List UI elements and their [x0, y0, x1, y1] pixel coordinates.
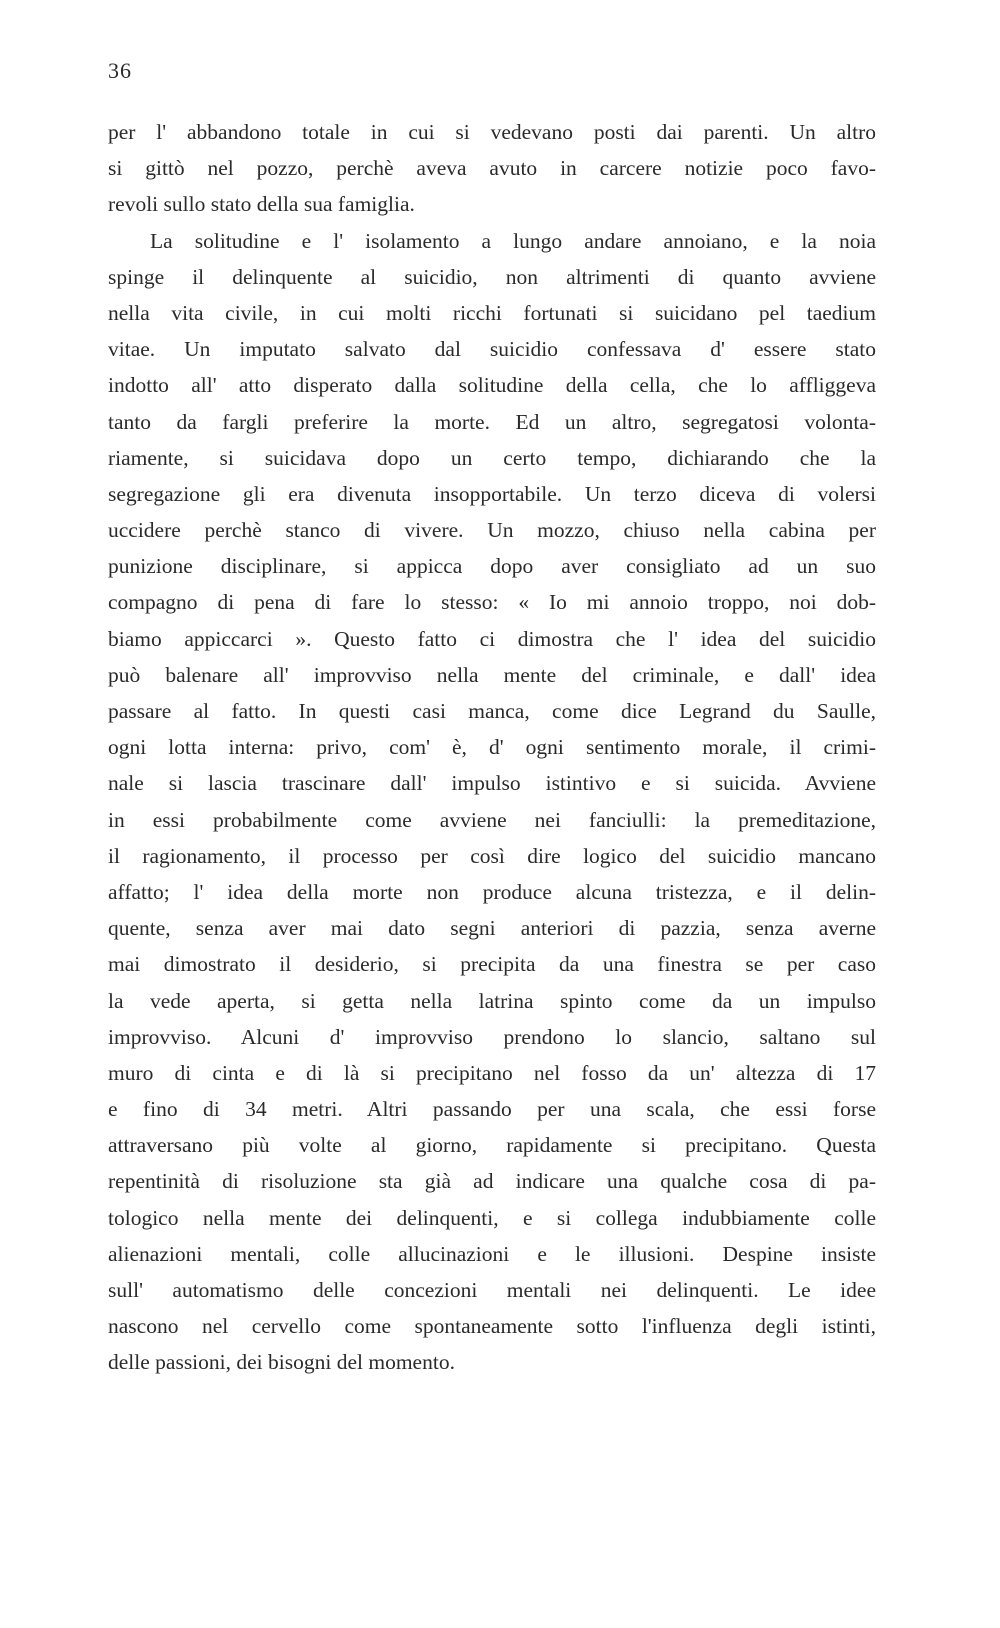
text-line: affatto; l' idea della morte non produce alcuna tristezza, e il delin-	[108, 879, 876, 904]
text-line: attraversano più volte al giorno, rapidamente si precipitano. Questa	[108, 1133, 876, 1158]
text-line: il ragionamento, il processo per così dire logico del suicidio mancano	[108, 843, 876, 868]
text-line: riamente, si suicidava dopo un certo tempo, dichiarando che la	[108, 445, 876, 470]
text-line: alienazioni mentali, colle allucinazioni e le illusioni. Despine insiste	[108, 1241, 876, 1266]
text-line: sull' automatismo delle concezioni mentali nei delinquenti. Le idee	[108, 1278, 876, 1302]
text-line: compagno di pena di fare lo stesso: « Io mi annoio troppo, noi dob-	[108, 590, 876, 615]
text-line: e fino di 34 metri. Altri passando per una scala, che essi forse	[108, 1097, 876, 1122]
text-line: repentinità di risoluzione sta già ad indicare una qualche cosa di pa-	[108, 1169, 876, 1194]
text-line: revoli sullo stato della sua famiglia.	[108, 192, 415, 217]
text-line: biamo appiccarci ». Questo fatto ci dimostra che l' idea del suicidio	[108, 626, 876, 651]
text-line: per l' abbandono totale in cui si vedevano posti dai parenti. Un altro	[108, 120, 876, 144]
text-line: vitae. Un imputato salvato dal suicidio confessava d' essere stato	[108, 337, 876, 362]
text-line: nella vita civile, in cui molti ricchi fortunati si suicidano pel taedium	[108, 300, 876, 325]
text-line: muro di cinta e di là si precipitano nel fosso da un' altezza di 17	[108, 1060, 876, 1085]
text-line: nascono nel cervello come spontaneamente sotto l'influenza degli istinti,	[108, 1314, 876, 1339]
text-line: si gittò nel pozzo, perchè aveva avuto in carcere notizie poco favo-	[108, 156, 876, 181]
text-line: uccidere perchè stanco di vivere. Un mozzo, chiuso nella cabina per	[108, 518, 876, 543]
text-line: quente, senza aver mai dato segni anteriori di pazzia, senza averne	[108, 916, 876, 941]
text-line: indotto all' atto disperato dalla solitudine della cella, che lo affliggeva	[108, 373, 876, 398]
page-number: 36	[108, 58, 132, 83]
text-line: ogni lotta interna: privo, com' è, d' ogni sentimento morale, il crimi-	[108, 735, 876, 760]
text-line: delle passioni, dei bisogni del momento.	[108, 1350, 455, 1375]
text-line: mai dimostrato il desiderio, si precipita da una finestra se per caso	[108, 952, 876, 977]
paragraph-start-line: La solitudine e l' isolamento a lungo andare annoiano, e la noia	[150, 228, 876, 253]
text-line: segregazione gli era divenuta insopportabile. Un terzo diceva di volersi	[108, 481, 876, 506]
text-line: passare al fatto. In questi casi manca, come dice Legrand du Saulle,	[108, 699, 876, 723]
body-text	[108, 114, 876, 1381]
text-line: la vede aperta, si getta nella latrina spinto come da un impulso	[108, 988, 876, 1013]
text-line: in essi probabilmente come avviene nei fanciulli: la premeditazione,	[108, 807, 876, 832]
text-line: tanto da fargli preferire la morte. Ed un altro, segregatosi volonta-	[108, 409, 876, 434]
text-line: improvviso. Alcuni d' improvviso prendono lo slancio, saltano sul	[108, 1024, 876, 1049]
text-line: spinge il delinquente al suicidio, non altrimenti di quanto avviene	[108, 264, 876, 289]
text-line: può balenare all' improvviso nella mente del criminale, e dall' idea	[108, 662, 876, 687]
text-line: tologico nella mente dei delinquenti, e si collega indubbiamente colle	[108, 1205, 876, 1230]
text-line: punizione disciplinare, si appicca dopo aver consigliato ad un suo	[108, 554, 876, 579]
text-line: nale si lascia trascinare dall' impulso istintivo e si suicida. Avviene	[108, 771, 876, 796]
